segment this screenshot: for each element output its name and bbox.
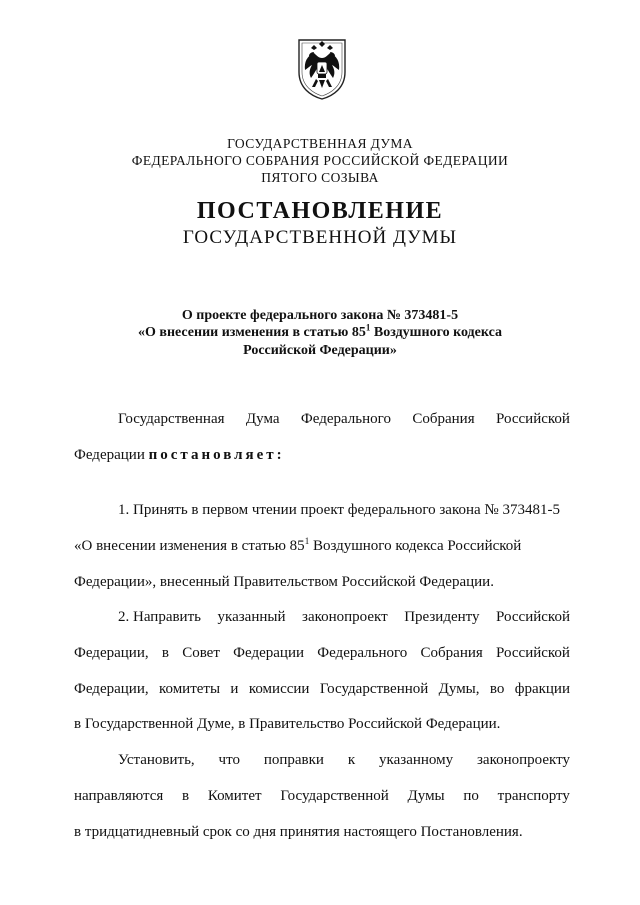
preamble-line-1 xyxy=(74,409,570,429)
word: Государственной xyxy=(280,788,389,804)
item1-superscript: 1 xyxy=(304,536,310,546)
word: и xyxy=(230,681,239,697)
header-line-1: ГОСУДАРСТВЕННАЯ ДУМА xyxy=(227,136,413,151)
about-line-3: Российской Федерации» xyxy=(243,343,397,358)
word: Федерации, xyxy=(74,645,149,661)
word: Совет xyxy=(182,645,220,661)
word: Федерального xyxy=(300,411,391,427)
word: транспорту xyxy=(497,788,570,804)
word: Установить, xyxy=(118,752,195,768)
document-subtitle: ГОСУДАРСТВЕННОЙ ДУМЫ xyxy=(182,227,458,248)
item3-line-1 xyxy=(74,750,570,770)
word: Президенту xyxy=(404,609,480,625)
word: к xyxy=(347,752,356,768)
header-line-3: ПЯТОГО СОЗЫВА xyxy=(261,170,379,185)
item2-line-2 xyxy=(74,643,570,663)
item1-text-pre: «О внесении изменения в статью 85 xyxy=(74,538,305,554)
word: законопроект xyxy=(302,609,388,625)
word: указанный xyxy=(217,609,286,625)
item1-line-2 xyxy=(74,536,570,556)
about-line-2-tail: Воздушного кодекса xyxy=(370,325,502,340)
word: в xyxy=(161,645,169,661)
about-line-2 xyxy=(0,323,640,342)
word: Дума xyxy=(245,411,280,427)
word: направляются xyxy=(74,788,164,804)
word: фракции xyxy=(514,681,570,697)
item1-text-post: Воздушного кодекса Российской xyxy=(309,538,522,554)
word: Российской xyxy=(496,609,570,625)
word: комиссии xyxy=(248,681,310,697)
about-superscript: 1 xyxy=(365,322,371,333)
word: Государственной xyxy=(319,681,429,697)
word: во xyxy=(489,681,505,697)
item2-line-4: в Государственной Думе, в Правительство Российской Федерации. xyxy=(74,716,501,732)
word: Комитет xyxy=(207,788,262,804)
word: что xyxy=(218,752,240,768)
item1-line-1: 1. Принять в первом чтении проект федерального закона № 373481-5 xyxy=(118,502,560,518)
word: по xyxy=(463,788,479,804)
about-line-1: О проекте федерального закона № 373481-5 xyxy=(181,308,459,323)
word: 2. Направить xyxy=(118,609,201,625)
word: в xyxy=(181,788,190,804)
word: поправки xyxy=(263,752,324,768)
word: Собрания xyxy=(412,411,475,427)
word: Российской xyxy=(496,645,570,661)
item1-line-3: Федерации», внесенный Правительством Российской Федерации. xyxy=(74,574,494,590)
word: Государственная xyxy=(118,411,225,427)
about-line-2-text: «О внесении изменения в статью 85 xyxy=(138,325,366,340)
word: Собрания xyxy=(420,645,483,661)
preamble-line-2 xyxy=(74,445,570,465)
word: Федерации, xyxy=(74,681,149,697)
item1-line-2-text xyxy=(74,536,521,556)
word: комитеты xyxy=(158,681,221,697)
item2-line-1 xyxy=(74,607,570,627)
word: Федерации xyxy=(233,645,304,661)
preamble-resolves: постановляет: xyxy=(148,447,285,463)
document-title: ПОСТАНОВЛЕНИЕ xyxy=(196,198,444,224)
word: законопроекту xyxy=(477,752,570,768)
item3-line-2 xyxy=(74,786,570,806)
word: Думы, xyxy=(438,681,480,697)
word: Думы xyxy=(407,788,445,804)
header-line-2: ФЕДЕРАЛЬНОГО СОБРАНИЯ РОССИЙСКОЙ ФЕДЕРАЦИИ xyxy=(131,153,509,168)
coat-of-arms-emblem xyxy=(297,38,347,100)
item2-line-3 xyxy=(74,679,570,699)
word: Российской xyxy=(496,411,570,427)
word: указанному xyxy=(379,752,454,768)
word: Федерального xyxy=(317,645,408,661)
preamble-text: Федерации xyxy=(74,447,149,463)
item3-line-3: в тридцатидневный срок со дня принятия настоящего Постановления. xyxy=(74,824,523,840)
